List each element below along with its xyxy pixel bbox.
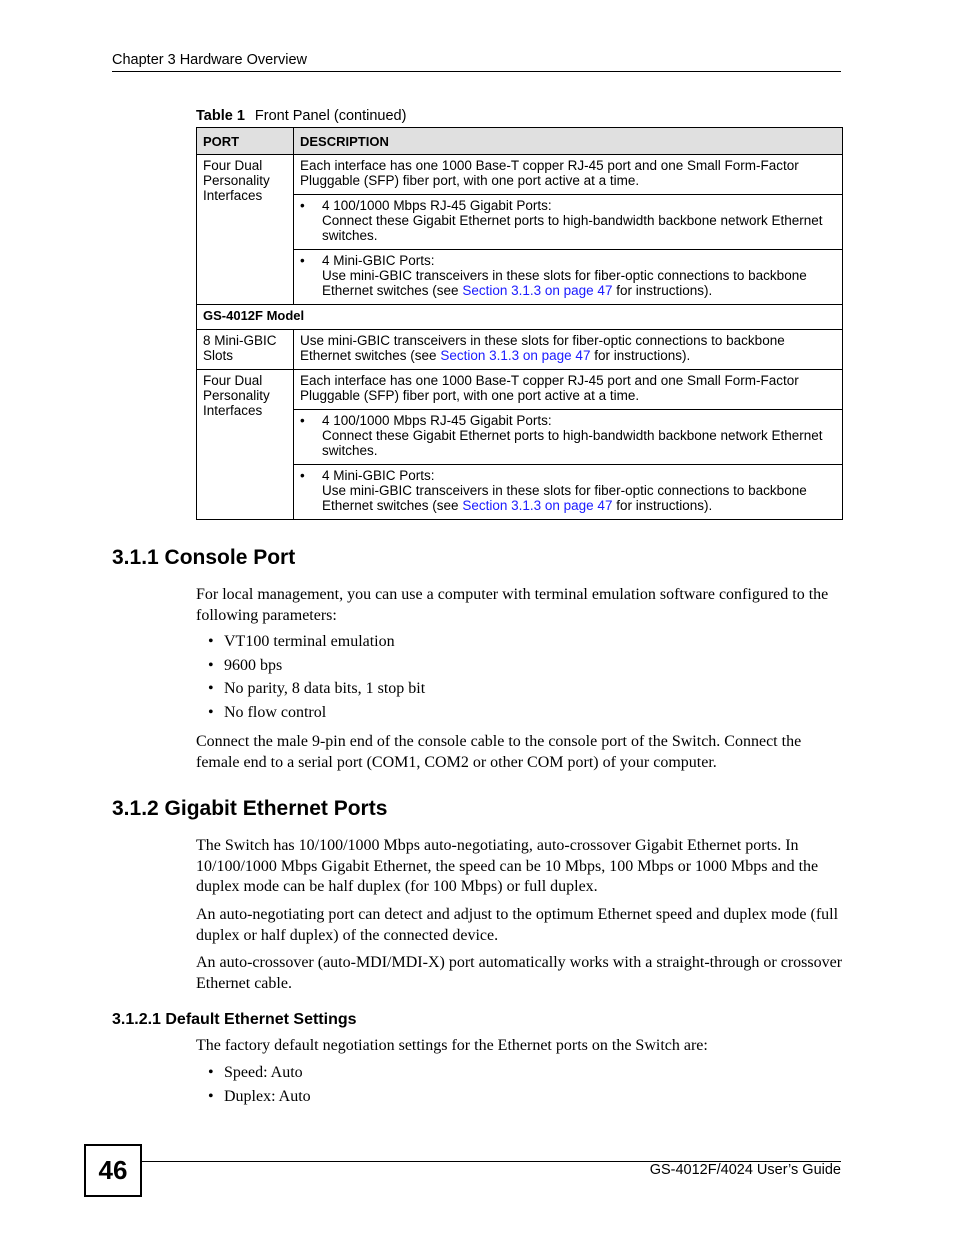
bullet-text: Connect these Gigabit Ethernet ports to high-bandwidth backbone network Ethernet switches. xyxy=(322,428,823,458)
port-cell: Four Dual Personality Interfaces xyxy=(197,370,294,520)
section-link[interactable]: Section 3.1.3 on page 47 xyxy=(440,348,591,363)
table-caption xyxy=(196,108,406,124)
subsection-heading-default-settings: 3.1.2.1 Default Ethernet Settings xyxy=(112,1011,357,1028)
list-item: • VT100 terminal emulation xyxy=(208,633,395,650)
list-item-text: No flow control xyxy=(224,704,327,721)
gigabit-paragraph: The Switch has 10/100/1000 Mbps auto-negotiating, auto-crossover Gigabit Ethernet ports. In 10/100/1000 Mbps Gigabit Ethernet, the speed can be 10 Mbps, 100 Mbps or 1000 Mbps and the duplex mode can be half duplex (for 100 Mbps) or full duplex. xyxy=(196,837,819,895)
guide-title: GS-4012F/4024 User’s Guide xyxy=(649,1162,841,1178)
gigabit-paragraph: An auto-crossover (auto-MDI/MDI-X) port automatically works with a straight-through or crossover Ethernet cable. xyxy=(196,954,843,992)
front-panel-table xyxy=(196,127,843,520)
list-item-text: 9600 bps xyxy=(224,657,283,674)
description-column-header: DESCRIPTION xyxy=(294,128,843,155)
section-link[interactable]: Section 3.1.3 on page 47 xyxy=(462,498,613,513)
bullet-title: 4 100/1000 Mbps RJ-45 Gigabit Ports: xyxy=(322,413,552,428)
description-text: Use mini-GBIC transceivers in these slots for fiber-optic connections to backbone Ethernet switches (see xyxy=(300,333,785,363)
table-title: Front Panel (continued) xyxy=(254,108,407,124)
section-heading-console-port: 3.1.1 Console Port xyxy=(112,546,296,569)
list-item-text: Speed: Auto xyxy=(224,1064,303,1081)
table-row xyxy=(197,195,843,250)
description-cell: • 4 Mini-GBIC Ports: Use mini-GBIC transceivers in these slots for fiber-optic connections to backbone Ethernet switches (see Section 3.1.3 on page 47 for instructions). xyxy=(294,465,843,520)
page-number: 46 xyxy=(84,1144,142,1197)
bullet-text: Use mini-GBIC transceivers in these slots for fiber-optic connections to backbone Ethernet switches (see xyxy=(322,483,807,513)
list-item: • 9600 bps xyxy=(208,657,283,674)
table-row xyxy=(197,330,843,370)
bullet-title: 4 Mini-GBIC Ports: xyxy=(322,253,435,268)
table-header-row xyxy=(197,128,843,155)
console-outro: Connect the male 9-pin end of the console cable to the console port of the Switch. Connect the female end to a serial port (COM1, COM2 or other COM port) of your computer. xyxy=(196,733,802,771)
header-rule xyxy=(112,71,841,72)
table-row xyxy=(197,370,843,410)
list-item: • Speed: Auto xyxy=(208,1064,303,1081)
console-intro: For local management, you can use a computer with terminal emulation software configured to the following parameters: xyxy=(196,586,829,624)
description-cell: Each interface has one 1000 Base-T copper RJ-45 port and one Small Form-Factor Pluggable (SFP) fiber port, with one port active at a time. xyxy=(294,370,843,410)
section-heading-gigabit-ports: 3.1.2 Gigabit Ethernet Ports xyxy=(112,797,388,820)
table-row xyxy=(197,465,843,520)
port-cell: 8 Mini-GBIC Slots xyxy=(197,330,294,370)
description-cell: • 4 100/1000 Mbps RJ-45 Gigabit Ports: Connect these Gigabit Ethernet ports to high-bandwidth backbone network Ethernet switches. xyxy=(294,410,843,465)
list-item: • No flow control xyxy=(208,704,327,721)
port-cell: Four Dual Personality Interfaces xyxy=(197,155,294,305)
list-item-text: VT100 terminal emulation xyxy=(224,633,395,650)
table-row xyxy=(197,155,843,195)
bullet-text-end: for instructions). xyxy=(612,283,713,298)
list-item: • Duplex: Auto xyxy=(208,1088,311,1105)
list-item-text: No parity, 8 data bits, 1 stop bit xyxy=(224,680,426,697)
bullet-title: 4 100/1000 Mbps RJ-45 Gigabit Ports: xyxy=(322,198,552,213)
description-cell: • 4 100/1000 Mbps RJ-45 Gigabit Ports: Connect these Gigabit Ethernet ports to high-bandwidth backbone network Ethernet switches. xyxy=(294,195,843,250)
list-item-text: Duplex: Auto xyxy=(224,1088,311,1105)
table-label: Table 1 xyxy=(196,108,245,124)
running-header: Chapter 3 Hardware Overview xyxy=(112,52,308,68)
table-row xyxy=(197,250,843,305)
port-column-header: PORT xyxy=(197,128,294,155)
bullet-title: 4 Mini-GBIC Ports: xyxy=(322,468,435,483)
model-row xyxy=(197,305,843,330)
list-item: • No parity, 8 data bits, 1 stop bit xyxy=(208,680,426,697)
description-cell xyxy=(294,330,843,370)
default-settings-intro: The factory default negotiation settings for the Ethernet ports on the Switch are: xyxy=(196,1037,708,1054)
model-heading: GS-4012F Model xyxy=(197,305,843,330)
bullet-text-end: for instructions). xyxy=(612,498,713,513)
description-cell: • 4 Mini-GBIC Ports: Use mini-GBIC transceivers in these slots for fiber-optic connections to backbone Ethernet switches (see Section 3.1.3 on page 47 for instructions). xyxy=(294,250,843,305)
description-cell: Each interface has one 1000 Base-T copper RJ-45 port and one Small Form-Factor Pluggable (SFP) fiber port, with one port active at a time. xyxy=(294,155,843,195)
description-text-end: for instructions). xyxy=(590,348,691,363)
bullet-text: Use mini-GBIC transceivers in these slots for fiber-optic connections to backbone Ethernet switches (see xyxy=(322,268,807,298)
table-row xyxy=(197,410,843,465)
section-link[interactable]: Section 3.1.3 on page 47 xyxy=(462,283,613,298)
gigabit-paragraph: An auto-negotiating port can detect and adjust to the optimum Ethernet speed and duplex mode (full duplex or half duplex) of the connected device. xyxy=(196,906,839,944)
bullet-text: Connect these Gigabit Ethernet ports to high-bandwidth backbone network Ethernet switches. xyxy=(322,213,823,243)
